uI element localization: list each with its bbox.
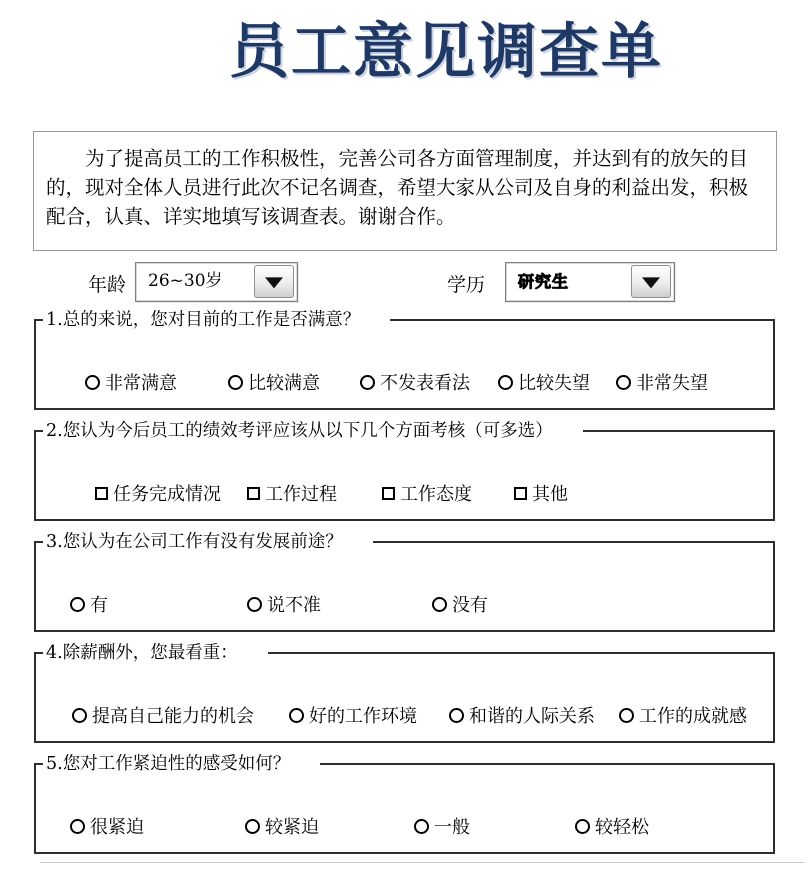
radio-option[interactable] [245, 813, 319, 839]
question-legend: 4.除薪酬外，您最看重： [43, 641, 268, 666]
radio-option[interactable] [70, 591, 108, 617]
option-label: 其他 [532, 484, 568, 505]
radio-button[interactable] [414, 819, 429, 834]
option-label: 一般 [434, 817, 470, 838]
checkbox-option[interactable] [95, 480, 221, 506]
checkbox-box[interactable] [382, 487, 395, 500]
page-title: 员工意见调查单 [229, 17, 663, 87]
radio-option[interactable] [432, 591, 488, 617]
questions-list [0, 310, 812, 854]
radio-button[interactable] [228, 375, 243, 390]
radio-option[interactable] [414, 813, 470, 839]
radio-button[interactable] [575, 819, 590, 834]
age-dropdown-value: 26~30岁 [148, 271, 223, 291]
option-label: 工作态度 [400, 484, 472, 505]
checkbox-option[interactable] [514, 480, 568, 506]
age-label: 年龄 [88, 274, 127, 296]
option-label: 较轻松 [595, 817, 649, 838]
question-legend: 3.您认为在公司工作有没有发展前途？ [43, 530, 373, 555]
option-label: 工作过程 [265, 484, 337, 505]
radio-button[interactable] [70, 819, 85, 834]
radio-button[interactable] [616, 375, 631, 390]
intro-text: 为了提高员工的工作积极性，完善公司各方面管理制度，并达到有的放矢的目的，现对全体人员进行此次不记名调查，希望大家从公司及自身的利益出发，积极配合，认真、详实地填写该调查表。谢谢合作。 [46, 147, 749, 228]
checkbox-box[interactable] [514, 487, 527, 500]
option-label: 好的工作环境 [309, 706, 417, 727]
radio-button[interactable] [498, 375, 513, 390]
radio-option[interactable] [289, 702, 417, 728]
radio-option[interactable] [72, 702, 254, 728]
radio-option[interactable] [498, 369, 590, 395]
education-dropdown-button[interactable] [631, 265, 671, 298]
radio-button[interactable] [289, 708, 304, 723]
radio-option[interactable] [70, 813, 144, 839]
radio-button[interactable] [432, 597, 447, 612]
question-legend: 1.总的来说，您对目前的工作是否满意？ [43, 308, 390, 333]
radio-button[interactable] [85, 375, 100, 390]
option-label: 工作的成就感 [639, 706, 747, 727]
education-dropdown-value: 研究生 [518, 272, 570, 291]
option-label: 较紧迫 [265, 817, 319, 838]
radio-button[interactable] [619, 708, 634, 723]
radio-option[interactable] [575, 813, 649, 839]
option-label: 比较满意 [248, 373, 320, 394]
age-dropdown[interactable] [135, 262, 298, 302]
radio-option[interactable] [616, 369, 708, 395]
question-box-3 [34, 532, 775, 632]
checkbox-box[interactable] [247, 487, 260, 500]
question-legend: 5.您对工作紧迫性的感受如何？ [43, 752, 320, 777]
option-label: 很紧迫 [90, 817, 144, 838]
option-label: 非常失望 [636, 373, 708, 394]
option-label: 提高自己能力的机会 [92, 706, 254, 727]
question-box-5 [34, 754, 775, 854]
question-box-4 [34, 643, 775, 743]
radio-button[interactable] [72, 708, 87, 723]
chevron-down-icon [265, 277, 283, 288]
question-box-2 [34, 421, 775, 521]
radio-option[interactable] [360, 369, 470, 395]
filter-row [0, 262, 812, 304]
radio-option[interactable] [85, 369, 177, 395]
option-label: 任务完成情况 [113, 484, 221, 505]
question-box-1 [34, 310, 775, 410]
education-label: 学历 [447, 274, 486, 296]
option-label: 和谐的人际关系 [469, 706, 595, 727]
option-label: 没有 [452, 595, 488, 616]
option-label: 比较失望 [518, 373, 590, 394]
intro-box [33, 131, 777, 251]
chevron-down-icon [642, 277, 660, 288]
radio-button[interactable] [70, 597, 85, 612]
question-legend: 2.您认为今后员工的绩效考评应该从以下几个方面考核（可多选） [43, 419, 583, 444]
bottom-divider [40, 862, 804, 863]
education-dropdown[interactable] [505, 262, 675, 302]
checkbox-box[interactable] [95, 487, 108, 500]
radio-button[interactable] [449, 708, 464, 723]
option-label: 不发表看法 [380, 373, 470, 394]
radio-option[interactable] [449, 702, 595, 728]
radio-option[interactable] [247, 591, 321, 617]
option-label: 非常满意 [105, 373, 177, 394]
age-dropdown-button[interactable] [254, 265, 294, 298]
radio-button[interactable] [247, 597, 262, 612]
radio-option[interactable] [228, 369, 320, 395]
checkbox-option[interactable] [382, 480, 472, 506]
radio-button[interactable] [245, 819, 260, 834]
option-label: 有 [90, 595, 108, 616]
radio-option[interactable] [619, 702, 747, 728]
checkbox-option[interactable] [247, 480, 337, 506]
radio-button[interactable] [360, 375, 375, 390]
option-label: 说不准 [267, 595, 321, 616]
